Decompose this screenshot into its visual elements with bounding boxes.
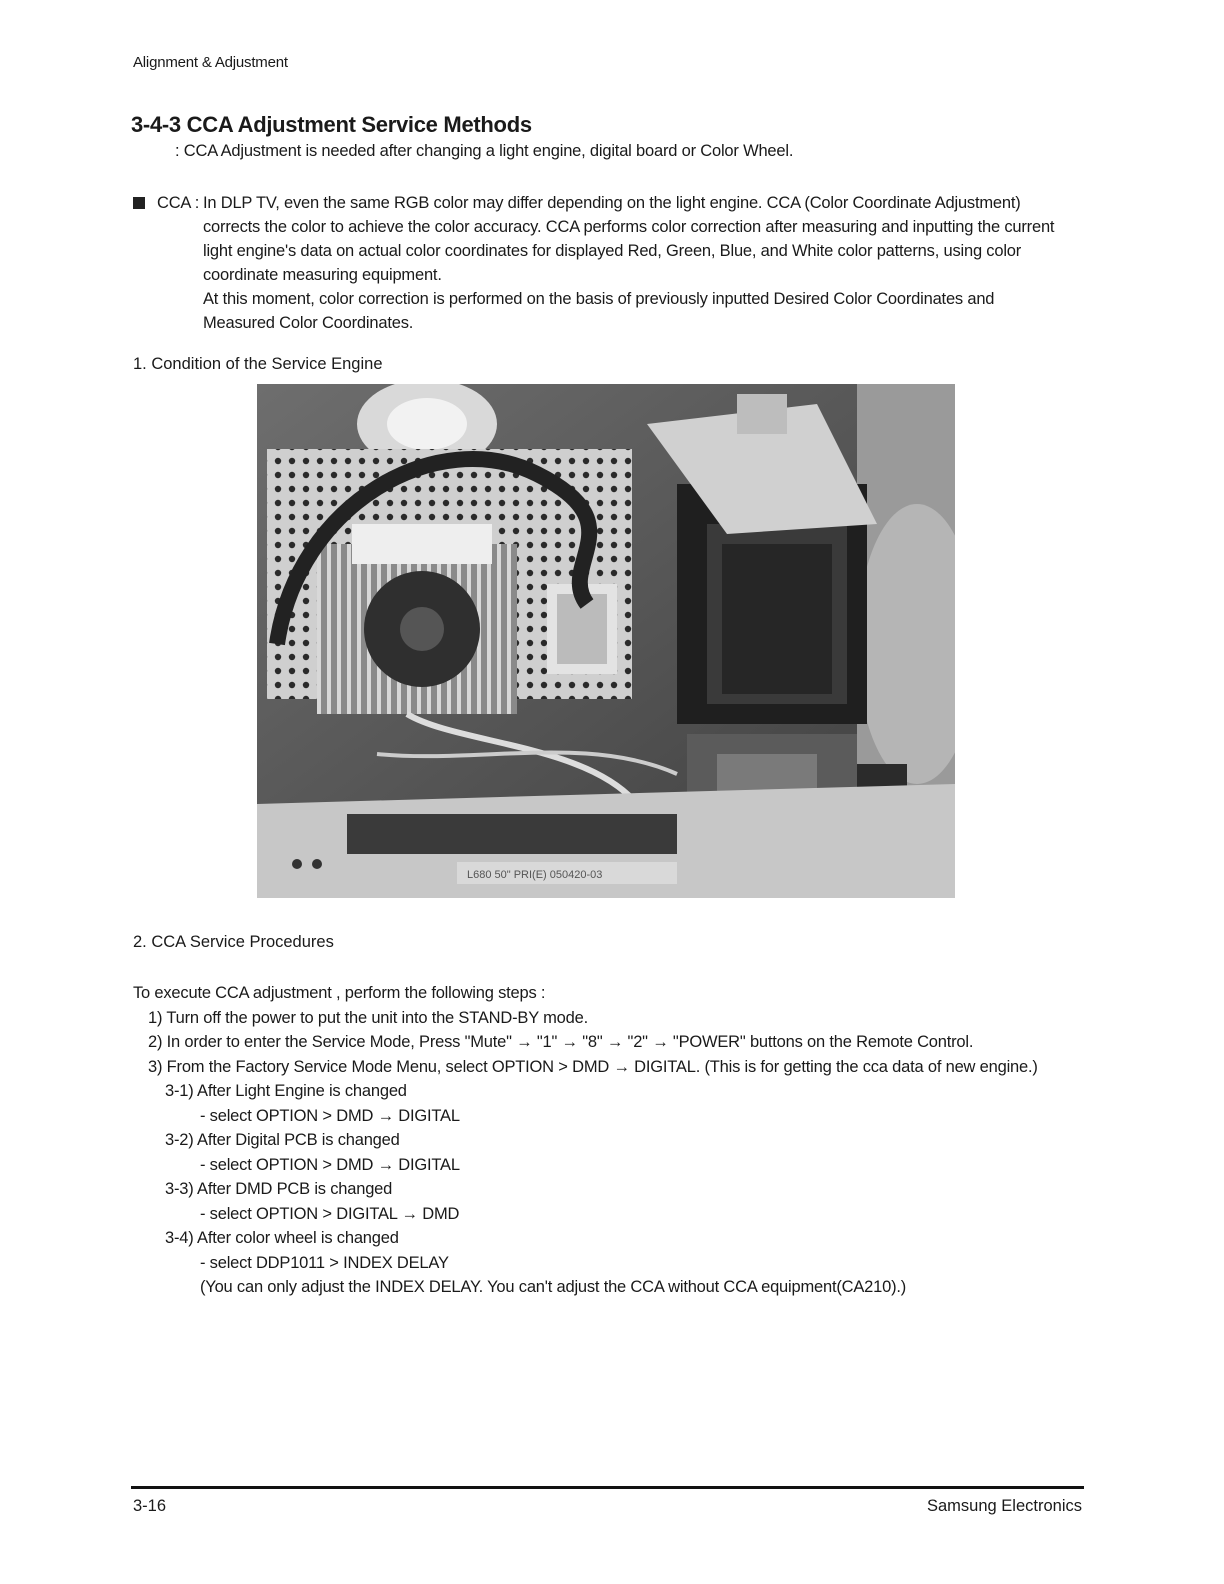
steps-intro: To execute CCA adjustment , perform the following steps : xyxy=(133,984,546,1002)
cca-line: In DLP TV, even the same RGB color may differ depending on the light engine. CCA (Color Coordinate Adjustment) xyxy=(203,194,1021,212)
service-engine-photo xyxy=(257,384,955,898)
substep-item: 3-3) After DMD PCB is changed xyxy=(165,1180,393,1198)
cca-lead: CCA : xyxy=(157,194,200,212)
substep-note: (You can only adjust the INDEX DELAY. You can't adjust the CCA without CCA equipment(CA210).) xyxy=(200,1278,907,1296)
procedure-steps xyxy=(133,981,1038,1300)
cca-line: coordinate measuring equipment. xyxy=(203,266,442,284)
step-item: 2) In order to enter the Service Mode, Press "Mute" → "1" → "8" → "2" → "POWER" buttons on the Remote Control. xyxy=(148,1033,974,1051)
substep-item: 3-1) After Light Engine is changed xyxy=(165,1082,407,1100)
cca-line: At this moment, color correction is performed on the basis of previously inputted Desired Color Coordinates and xyxy=(203,290,995,308)
footer-company: Samsung Electronics xyxy=(927,1497,1082,1515)
photo-label-text: L680 50" PRI(E) 050420-03 xyxy=(467,869,603,881)
running-header: Alignment & Adjustment xyxy=(133,54,288,71)
section-note: : CCA Adjustment is needed after changing a light engine, digital board or Color Wheel. xyxy=(175,142,794,160)
service-engine-photo-drawing xyxy=(257,384,955,898)
substep-action: - select OPTION > DMD → DIGITAL xyxy=(200,1106,460,1125)
step-item: 1) Turn off the power to put the unit into the STAND-BY mode. xyxy=(148,1008,588,1027)
cca-line: light engine's data on actual color coordinates for displayed Red, Green, Blue, and White color patterns, using color xyxy=(203,242,1022,260)
cca-line: Measured Color Coordinates. xyxy=(203,314,414,332)
step-item: 3) From the Factory Service Mode Menu, select OPTION > DMD → DIGITAL. (This is for getting the cca data of new engine.) xyxy=(148,1057,1038,1076)
cca-paragraph xyxy=(203,191,1083,335)
substep-item: 3-2) After Digital PCB is changed xyxy=(165,1131,400,1149)
square-bullet-icon xyxy=(133,197,145,209)
section-title: 3-4-3 CCA Adjustment Service Methods xyxy=(131,112,532,137)
cca-description xyxy=(133,191,1083,335)
condition-heading: 1. Condition of the Service Engine xyxy=(133,355,383,373)
substep-action: - select OPTION > DIGITAL → DMD xyxy=(200,1204,460,1223)
substep-item: 3-4) After color wheel is changed xyxy=(165,1229,399,1247)
substep-action: - select OPTION > DMD → DIGITAL xyxy=(200,1155,460,1174)
procedures-heading: 2. CCA Service Procedures xyxy=(133,933,334,951)
footer-divider xyxy=(131,1486,1084,1489)
substep-action: - select DDP1011 > INDEX DELAY xyxy=(200,1253,449,1272)
cca-line: corrects the color to achieve the color accuracy. CCA performs color correction after measuring and inputting the current xyxy=(203,218,1055,236)
page-number: 3-16 xyxy=(133,1497,167,1515)
